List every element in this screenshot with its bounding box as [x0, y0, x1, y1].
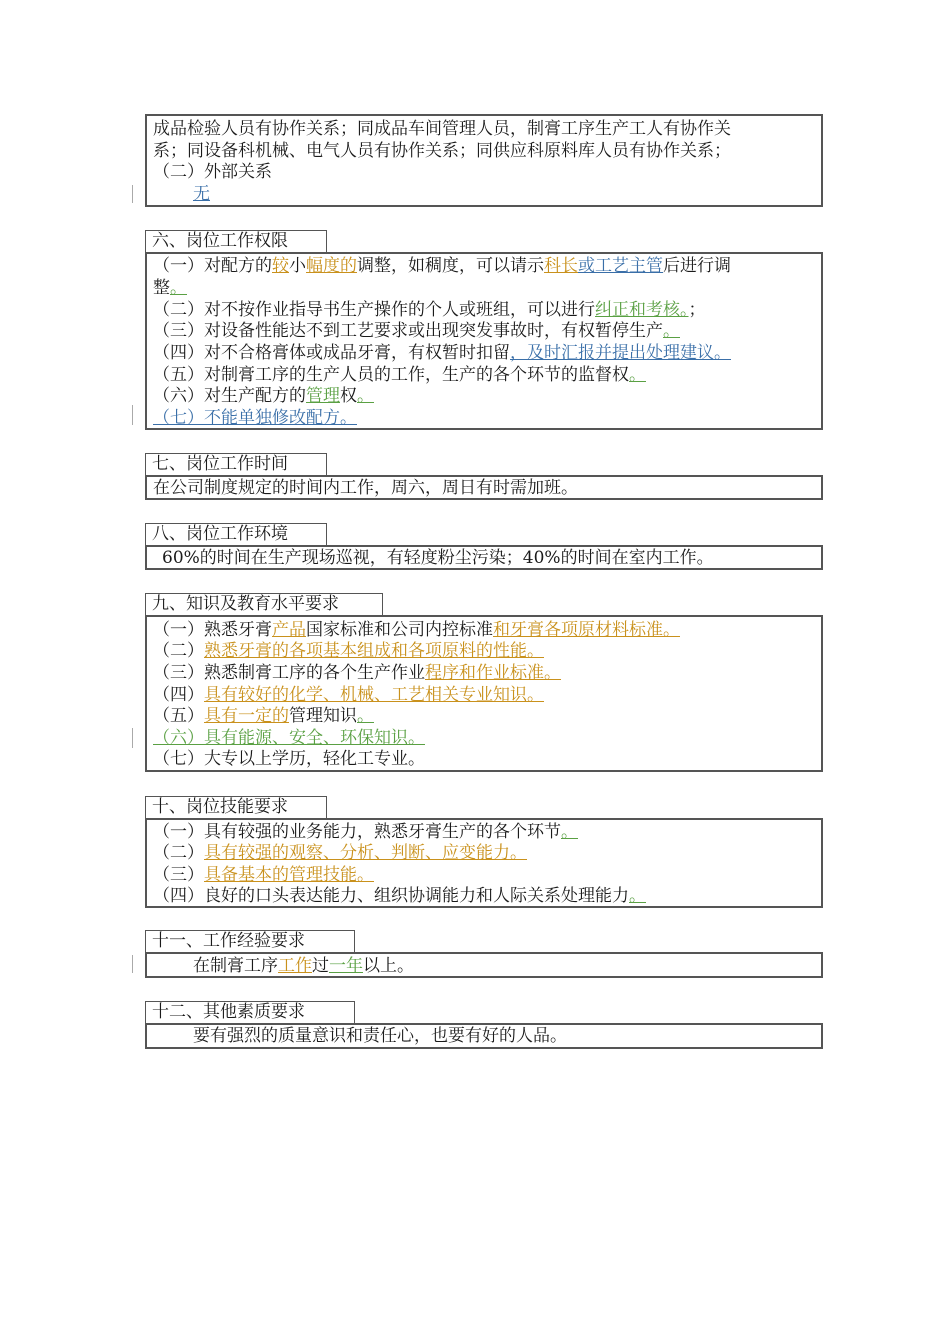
section9-line-2 — [153, 641, 544, 662]
section12-body: 要有强烈的质量意识和责任心，也要有好的人品。 — [193, 1026, 567, 1046]
text: 较 — [272, 256, 289, 276]
text: 国家标准和公司内控标准 — [306, 620, 493, 640]
section10-line-2 — [153, 843, 527, 864]
section10-line-3 — [153, 865, 374, 886]
text: 后进行调 — [663, 256, 731, 276]
text: 以上。 — [363, 956, 414, 976]
text: （五） — [153, 706, 204, 726]
text: （一）熟悉牙膏 — [153, 620, 272, 640]
section12-title: 十二、其他素质要求 — [145, 1001, 355, 1023]
text: ，及时汇报并提出处理建议。 — [510, 343, 731, 363]
section9-line-3 — [153, 663, 561, 684]
section10-line-1 — [153, 822, 578, 843]
text: 工作 — [278, 956, 312, 976]
section9-line-7: （七）大专以上学历，轻化工专业。 — [153, 749, 425, 769]
section6-line-4 — [153, 321, 680, 342]
section5-line: 无 — [193, 184, 210, 204]
margin-mark — [132, 955, 133, 973]
section11-title: 十一、工作经验要求 — [145, 930, 355, 952]
text: 具有一定的 — [204, 706, 289, 726]
text: 管理知识 — [289, 706, 357, 726]
text: 调整，如稠度，可以请示 — [357, 256, 544, 276]
text: （三）对设备性能达不到工艺要求或出现突发事故时，有权暂停生产 — [153, 321, 663, 341]
text: （四）对不合格膏体或成品牙膏，有权暂时扣留 — [153, 343, 510, 363]
section7-body: 在公司制度规定的时间内工作，周六，周日有时需加班。 — [153, 478, 578, 498]
text: 在制膏工序 — [193, 956, 278, 976]
text: 程序和作业标准。 — [425, 663, 561, 683]
section8-body: 60%的时间在生产现场巡视，有轻度粉尘污染；40%的时间在室内工作。 — [162, 548, 714, 568]
text: 和牙膏各项原材料标准。 — [493, 620, 680, 640]
text: （四） — [153, 685, 204, 705]
section5-line: 成品检验人员有协作关系；同成品车间管理人员，制膏工序生产工人有协作关 — [153, 119, 731, 139]
section6-line-3 — [153, 300, 706, 321]
text: 。 — [629, 886, 646, 906]
section6-line-8: （七）不能单独修改配方。 — [153, 408, 357, 428]
text: （四）良好的口头表达能力、组织协调能力和人际关系处理能力 — [153, 886, 629, 906]
margin-mark — [132, 185, 133, 203]
text: ； — [688, 300, 706, 320]
text: 具有较好的化学、机械、工艺相关专业知识。 — [204, 685, 544, 705]
section6-title: 六、岗位工作权限 — [145, 230, 327, 252]
text: 科长 — [544, 256, 578, 276]
section6-line-6 — [153, 365, 646, 386]
margin-mark — [132, 728, 133, 748]
text: （五）对制膏工序的生产人员的工作，生产的各个环节的监督权 — [153, 365, 629, 385]
text: 。 — [629, 365, 646, 385]
text: （一）具有较强的业务能力，熟悉牙膏生产的各个环节 — [153, 822, 561, 842]
text: 熟悉牙膏的各项基本组成和各项原料的性能。 — [204, 641, 544, 661]
text: （六）对生产配方的 — [153, 386, 306, 406]
section5-line: 系；同设备科机械、电气人员有协作关系；同供应科原料库人员有协作关系； — [153, 141, 731, 161]
text: 具备基本的管理技能。 — [204, 865, 374, 885]
text: 过 — [312, 956, 329, 976]
text: 小 — [289, 256, 306, 276]
text: （二） — [153, 641, 204, 661]
text: 产品 — [272, 620, 306, 640]
text: （二） — [153, 843, 204, 863]
section6-line-2 — [153, 278, 187, 299]
text: （三） — [153, 865, 204, 885]
section9-line-5 — [153, 706, 374, 727]
text: 整 — [153, 278, 170, 298]
section9-line-6: （六）具有能源、安全、环保知识。 — [153, 728, 425, 748]
text: 。 — [170, 278, 187, 298]
section10-line-4 — [153, 886, 646, 907]
text: 权 — [340, 386, 357, 406]
text: 具有较强的观察、分析、判断、应变能力。 — [204, 843, 527, 863]
text: 管理 — [306, 386, 340, 406]
section9-title: 九、知识及教育水平要求 — [145, 593, 383, 615]
text: 。 — [357, 706, 374, 726]
text: 一年 — [329, 956, 363, 976]
text: 纠正和考核。 — [595, 300, 689, 320]
text: 。 — [663, 321, 680, 341]
text: （三）熟悉制膏工序的各个生产作业 — [153, 663, 425, 683]
margin-mark — [132, 405, 133, 425]
section11-body — [193, 956, 414, 977]
text: （二）对不按作业指导书生产操作的个人或班组，可以进行 — [153, 300, 595, 320]
section7-title: 七、岗位工作时间 — [145, 453, 327, 475]
text: （一）对配方的 — [153, 256, 272, 276]
section9-line-1 — [153, 620, 680, 641]
text: 。 — [561, 822, 578, 842]
section5-line: （二）外部关系 — [153, 162, 272, 182]
section6-line-7 — [153, 386, 374, 407]
section8-title: 八、岗位工作环境 — [145, 523, 327, 545]
text: 幅度的 — [306, 256, 357, 276]
section6-line-5 — [153, 343, 731, 364]
text: 。 — [357, 386, 374, 406]
section9-line-4 — [153, 685, 544, 706]
section10-title: 十、岗位技能要求 — [145, 796, 327, 818]
text: 或工艺主管 — [578, 256, 663, 276]
section6-line-1 — [153, 256, 731, 277]
